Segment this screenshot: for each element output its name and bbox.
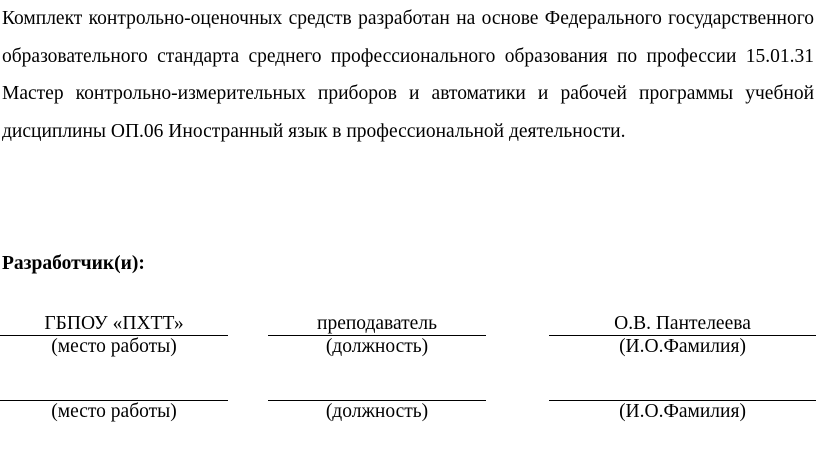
signature-name-2 xyxy=(549,378,816,423)
name-caption: (И.О.Фамилия) xyxy=(619,401,746,422)
workplace-value: ГБПОУ «ПХТТ» xyxy=(0,313,228,336)
position-value: преподаватель xyxy=(268,313,486,336)
signature-name-1 xyxy=(549,313,816,358)
intro-paragraph: Комплект контрольно-оценочных средств разработан на основе Федерального государственного образовательного стандарта среднего профессионального образования по профессии 15.01.31 Мастер контрольно-измерительных приборов и автоматики и рабочей программы учебной дисциплины ОП.06 Иностранный язык в профессиональной деятельности. xyxy=(2,8,814,142)
workplace-value xyxy=(0,378,228,401)
position-value xyxy=(268,378,486,401)
signature-position-1 xyxy=(268,313,486,358)
name-value: О.В. Пантелеева xyxy=(549,313,816,336)
name-value xyxy=(549,378,816,401)
signature-workplace-2 xyxy=(0,378,228,423)
developer-heading: Разработчик(и): xyxy=(2,253,145,274)
position-caption: (должность) xyxy=(325,401,429,422)
signature-position-2 xyxy=(268,378,486,423)
workplace-caption: (место работы) xyxy=(51,336,177,357)
name-caption: (И.О.Фамилия) xyxy=(619,336,746,357)
workplace-caption: (место работы) xyxy=(51,401,177,422)
signature-workplace-1 xyxy=(0,313,228,358)
position-caption: (должность) xyxy=(325,336,429,357)
